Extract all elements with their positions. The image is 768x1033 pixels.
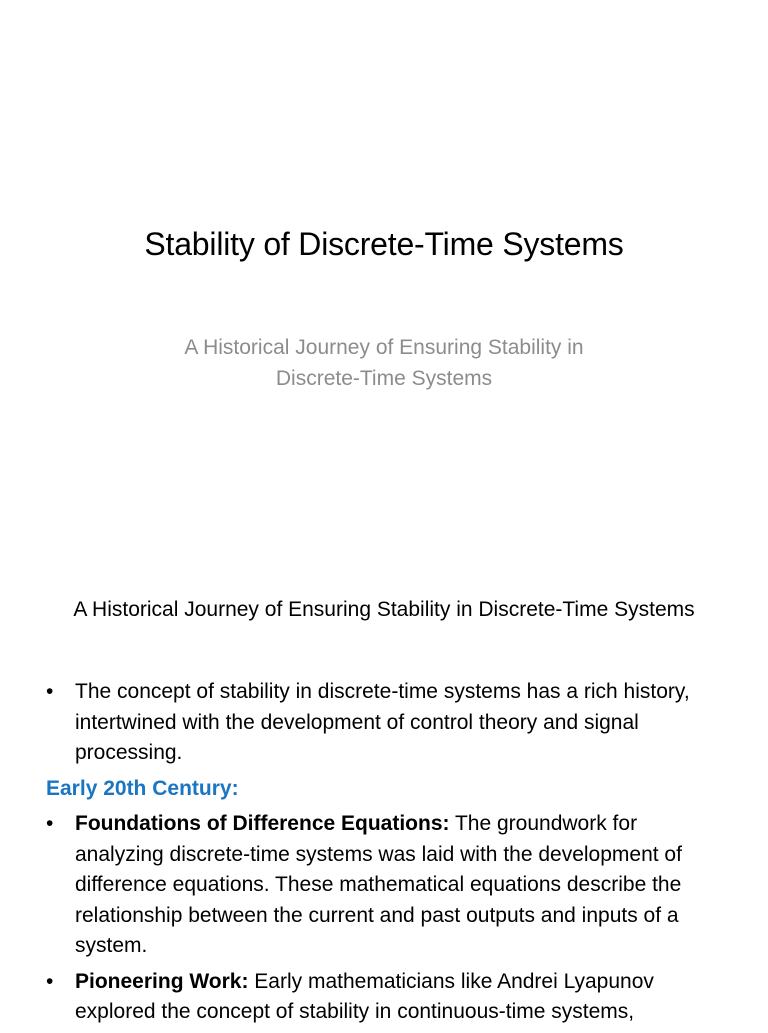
list-item-label: Foundations of Difference Equations: (75, 812, 450, 835)
section-title: A Historical Journey of Ensuring Stability in Discrete-Time Systems (73, 598, 695, 621)
list-item-text: Early mathematicians like Andrei Lyapunov explored the concept of stability in continuous-time systems, (75, 969, 654, 1023)
intro-bullet (46, 677, 726, 769)
slide-subtitle: A Historical Journey of Ensuring Stability in Discrete-Time Systems (184, 336, 584, 390)
bullet-icon: • (46, 680, 54, 703)
slide-title: Stability of Discrete-Time Systems (144, 226, 624, 262)
list-item (46, 809, 726, 962)
list-item (46, 967, 726, 1028)
list-item-label: Pioneering Work: (75, 969, 249, 993)
intro-text: The concept of stability in discrete-time systems has a rich history, intertwined with the development of control theory and signal processing. (75, 680, 690, 764)
list-item-text: The groundwork for analyzing discrete-time systems was laid with the development of difference equations. These mathematical equations describe the relationship between the current and past outputs and inputs of a system. (75, 812, 682, 957)
slide-body (46, 677, 726, 1033)
bullet-icon: • (46, 812, 54, 835)
section-heading: Early 20th Century: (46, 776, 239, 800)
bullet-icon: • (46, 969, 54, 993)
